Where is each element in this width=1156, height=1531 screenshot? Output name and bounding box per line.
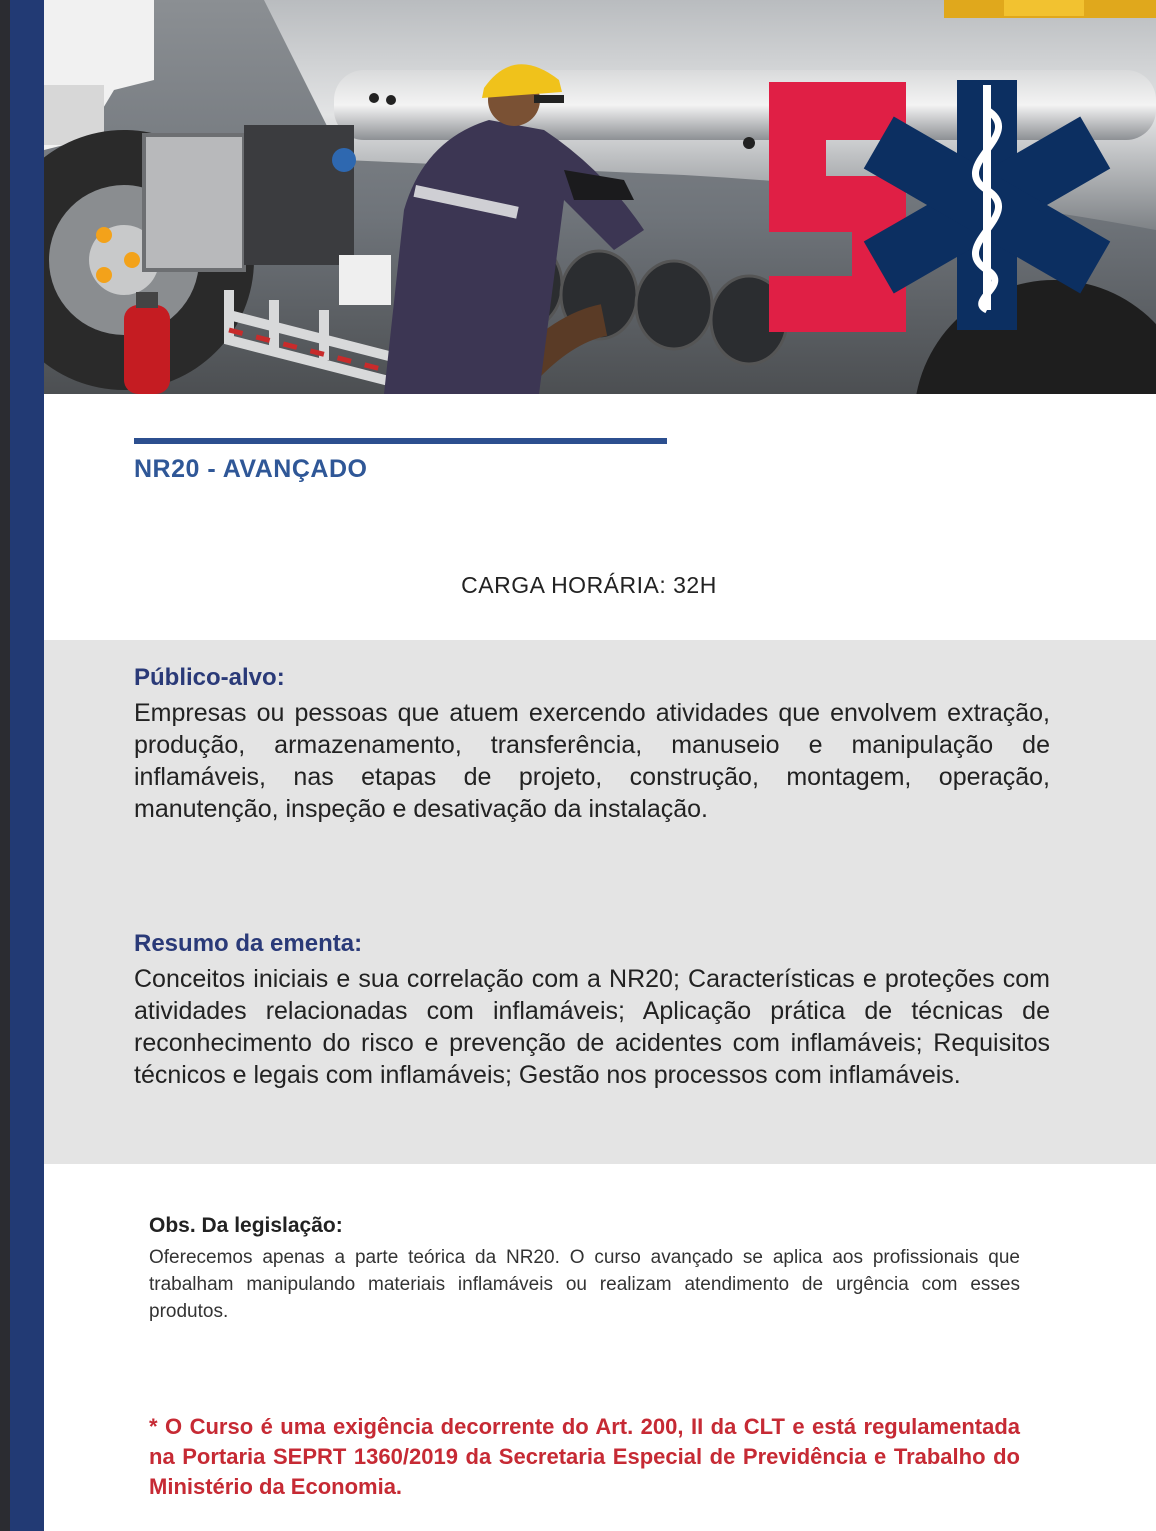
title-rule (134, 438, 667, 444)
obs-heading: Obs. Da legislação: (149, 1214, 343, 1237)
obs-text: Oferecemos apenas a parte teórica da NR20. O curso avançado se aplica aos profissionais que trabalham manipulando materiais inflamáveis ou realizam atendimento de urgência com esses produtos. (149, 1247, 1020, 1322)
course-hours: CARGA HORÁRIA: 32H (461, 572, 717, 598)
legal-note: * O Curso é uma exigência decorrente do Art. 200, II da CLT e está regulamentada na Portaria SEPRT 1360/2019 da Secretaria Especial de Previdência e Trabalho do Ministério da Economia. (149, 1414, 1020, 1499)
course-title: NR20 - AVANÇADO (134, 455, 368, 483)
left-navy-stripe (10, 0, 44, 1531)
ementa-text: Conceitos iniciais e sua correlação com a NR20; Características e proteções com atividades relacionadas com inflamáveis; Aplicação prática de técnicas de reconhecimento do risco e prevenção de acidentes com inflamáveis; Requisitos técnicos e legais com inflamáveis; Gestão nos processos com inflamáveis. (134, 965, 1050, 1089)
left-dark-edge (0, 0, 10, 1531)
tanker-truck-illustration (44, 0, 1156, 394)
publico-heading: Público-alvo: (134, 664, 285, 691)
publico-text: Empresas ou pessoas que atuem exercendo atividades que envolvem extração, produção, armazenamento, transferência, manuseio e manipulação de inflamáveis, nas etapas de projeto, construção, montagem, operação, manutenção, inspeção e desativação da instalação. (134, 699, 1050, 823)
header-photo (44, 0, 1156, 394)
ementa-heading: Resumo da ementa: (134, 930, 363, 957)
